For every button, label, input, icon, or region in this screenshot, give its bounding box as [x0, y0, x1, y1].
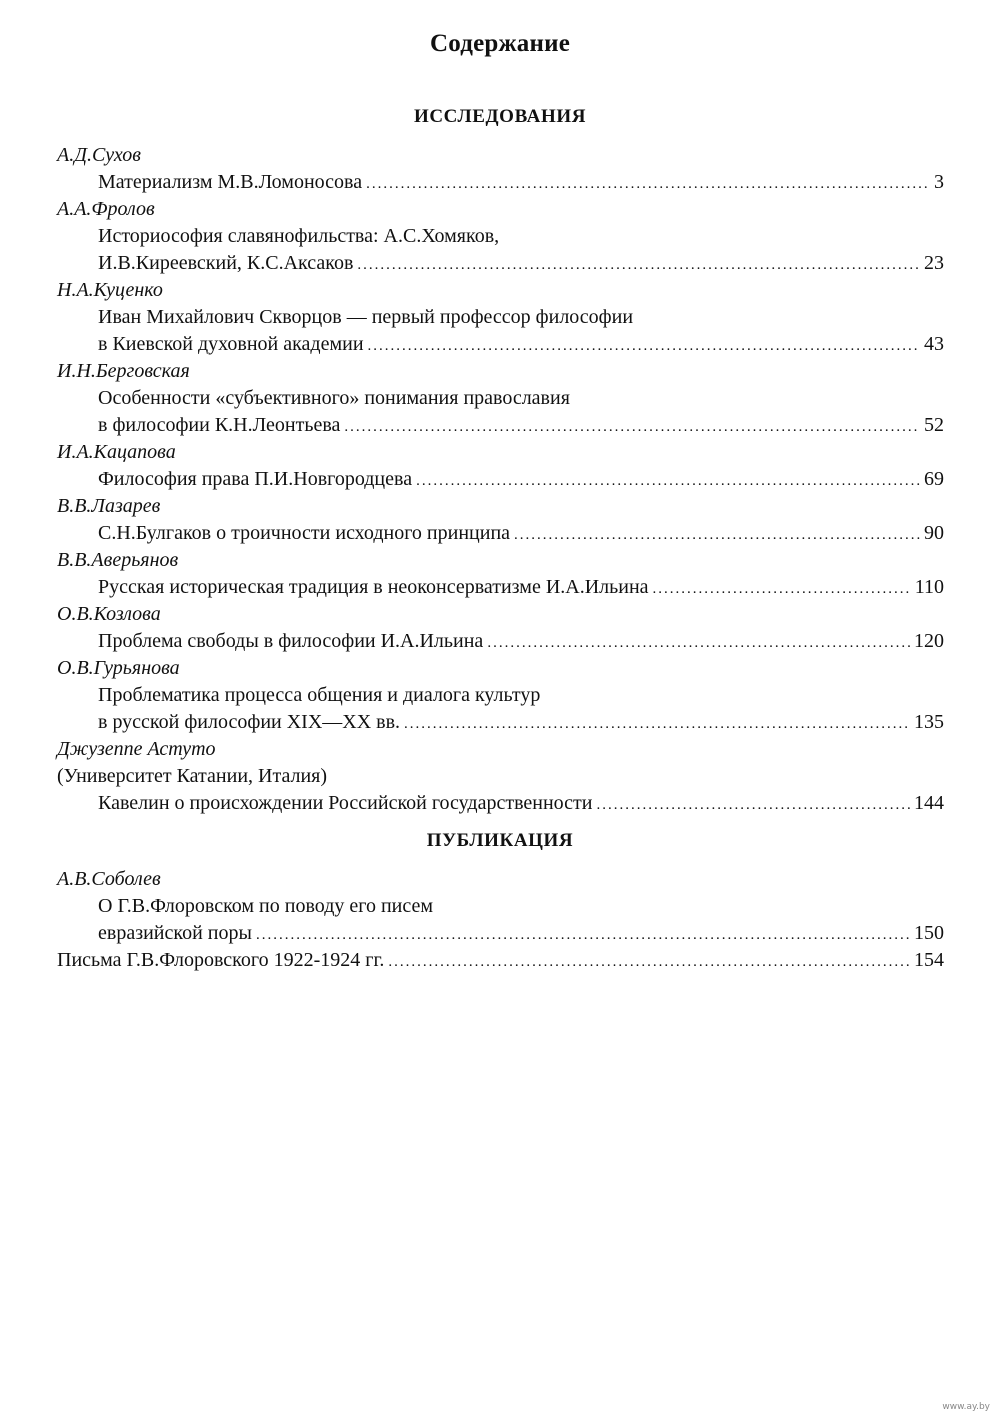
toc-entry — [98, 468, 944, 492]
section-heading: ИССЛЕДОВАНИЯ — [413, 106, 587, 127]
dot-leader — [368, 338, 920, 355]
entry-title: Письма Г.В.Флоровского 1922-1924 гг. — [57, 949, 385, 971]
page-number: 3 — [934, 171, 944, 193]
entry-title: евразийской поры — [98, 922, 252, 944]
entry-title-line: Иван Михайлович Скворцов — первый профессор философии — [98, 306, 634, 328]
entry-author: В.В.Лазарев — [57, 495, 161, 517]
page-title: Содержание — [429, 30, 570, 57]
entry-affiliation: (Университет Катании, Италия) — [57, 765, 328, 787]
page-number: 150 — [914, 922, 944, 944]
entry-title: Материализм М.В.Ломоносова — [98, 171, 363, 193]
page-number: 154 — [914, 949, 944, 971]
entry-author: О.В.Гурьянова — [57, 657, 180, 679]
entry-author: А.В.Соболев — [57, 868, 161, 890]
dot-leader — [366, 176, 930, 193]
page-number: 52 — [924, 414, 944, 436]
entry-author: А.А.Фролов — [57, 198, 155, 220]
entry-author: И.А.Кацапова — [57, 441, 176, 463]
entry-author: А.Д.Сухов — [57, 144, 141, 166]
entry-author: В.В.Аверьянов — [57, 549, 179, 571]
entry-title: Философия права П.И.Новгородцева — [98, 468, 413, 490]
toc-entry — [98, 711, 944, 735]
toc-entry — [98, 922, 944, 946]
dot-leader — [404, 716, 910, 733]
section-heading: ПУБЛИКАЦИЯ — [426, 830, 574, 851]
dot-leader — [344, 419, 920, 436]
page-number: 23 — [924, 252, 944, 274]
page-number: 144 — [914, 792, 944, 814]
toc-entry — [98, 171, 944, 195]
entry-title-line: О Г.В.Флоровском по поводу его писем — [98, 895, 434, 917]
page-number: 90 — [924, 522, 944, 544]
toc-entry — [98, 792, 944, 816]
page-number: 43 — [924, 333, 944, 355]
dot-leader — [487, 635, 910, 652]
page-number: 69 — [924, 468, 944, 490]
entry-title: в философии К.Н.Леонтьева — [98, 414, 341, 436]
toc-entry — [98, 522, 944, 546]
dot-leader — [357, 257, 920, 274]
page-number: 110 — [914, 576, 944, 598]
toc-entry — [57, 949, 944, 973]
dot-leader — [416, 473, 920, 490]
entry-title: Русская историческая традиция в неоконсерватизме И.А.Ильина — [98, 576, 649, 598]
entry-author: О.В.Козлова — [57, 603, 161, 625]
dot-leader — [256, 927, 910, 944]
toc-entry — [98, 414, 944, 438]
toc-entry — [98, 576, 944, 600]
toc-entry — [98, 333, 944, 357]
entry-title-line: Проблематика процесса общения и диалога культур — [98, 684, 541, 706]
entry-author: И.Н.Берговская — [57, 360, 190, 382]
page-number: 135 — [914, 711, 944, 733]
entry-author: Н.А.Куценко — [57, 279, 163, 301]
toc-entry — [98, 252, 944, 276]
entry-title-line: Особенности «субъективного» понимания православия — [98, 387, 570, 409]
entry-author: Джузеппе Астуто — [57, 738, 216, 760]
page-number: 120 — [914, 630, 944, 652]
watermark: www.ay.by — [942, 1402, 990, 1412]
dot-leader — [597, 797, 910, 814]
entry-title: в Киевской духовной академии — [98, 333, 364, 355]
dot-leader — [653, 581, 911, 598]
entry-title: Кавелин о происхождении Российской государственности — [98, 792, 593, 814]
entry-title: Проблема свободы в философии И.А.Ильина — [98, 630, 484, 652]
dot-leader — [514, 527, 920, 544]
dot-leader — [388, 954, 910, 971]
entry-title: в русской философии XIX—XX вв. — [98, 711, 401, 733]
entry-title: С.Н.Булгаков о троичности исходного принципа — [98, 522, 511, 544]
entry-title: И.В.Киреевский, К.С.Аксаков — [98, 252, 354, 274]
toc-entry — [98, 630, 944, 654]
entry-title-line: Историософия славянофильства: А.С.Хомяков, — [98, 225, 500, 247]
